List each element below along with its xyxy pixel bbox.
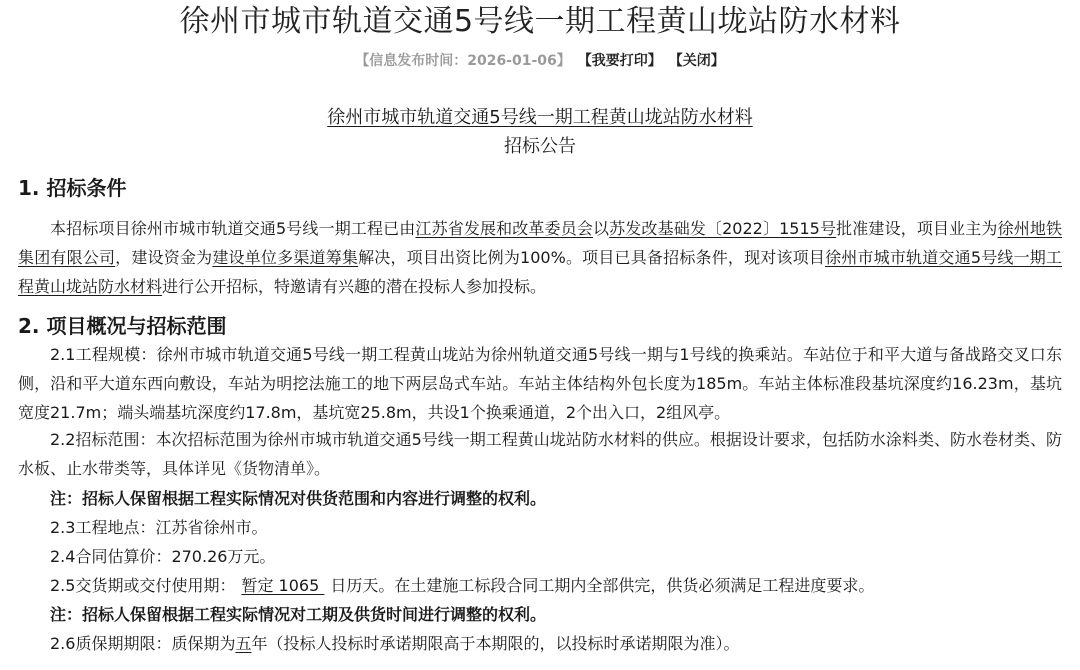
meta-row xyxy=(0,52,1080,70)
approval-number-field: 苏发改基础发〔2022〕1515号 xyxy=(609,219,837,238)
approver-field: 江苏省发展和改革委员会 xyxy=(415,219,593,238)
funding-field: 建设单位多渠道筹集 xyxy=(212,248,359,267)
delivery-days-field: 暂定 1065 xyxy=(241,576,325,595)
warranty-period xyxy=(50,630,739,658)
doc-heading-project: 徐州市城市轨道交通5号线一期工程黄山垅站防水材料 xyxy=(327,107,753,128)
delivery-label: 2.5交货期或交付使用期： xyxy=(50,576,236,595)
project-location: 2.3工程地点：江苏省徐州市。 xyxy=(50,518,268,537)
section-1-heading: 1. 招标条件 xyxy=(18,176,127,200)
p1-text-c: 批准建设，项目业主为 xyxy=(836,219,998,238)
contract-estimate: 2.4合同估算价：270.26万元。 xyxy=(50,547,276,566)
page-title: 徐州市城市轨道交通5号线一期工程黄山垅站防水材料 xyxy=(179,4,901,39)
delivery-text: 日历天。在土建施工标段合同工期内全部供完，供货必须满足工程进度要求。 xyxy=(330,576,875,595)
warranty-label: 2.6质保期期限：质保期为 xyxy=(50,634,236,653)
schedule-note: 注：招标人保留根据工程实际情况对工期及供货时间进行调整的权利。 xyxy=(50,605,547,624)
close-button[interactable]: 【关闭】 xyxy=(675,53,725,69)
project-scale-paragraph: 2.1工程规模：徐州市城市轨道交通5号线一期工程黄山垅站为徐州轨道交通5号线一期与1号线的换乘站。车站位于和平大道与备战路交叉口东侧，沿和平大道东西向敷设，车站为明挖法施工的地下两层岛式车站。车站主体结构外包长度为185m。车站主体标准段基坑深度约16.23m，基坑宽度21.7m；端头端基坑深度约17.8m，基坑宽25.8m，共设1个换乘通道，2个出入口，2组风亭。 xyxy=(18,345,1062,422)
owner-field: 徐州地铁集团有限公司 xyxy=(18,219,1062,267)
project-name-field: 徐州市城市轨道交通5号线一期工程黄山垅站防水材料 xyxy=(18,248,1062,296)
doc-heading-type: 招标公告 xyxy=(504,136,576,157)
p1-text-a: 本招标项目徐州市城市轨道交通5号线一期工程已由 xyxy=(50,219,416,238)
print-button[interactable]: 【我要打印】 xyxy=(584,53,662,69)
warranty-text: 年（投标人投标时承诺期限高于本期限的，以投标时承诺期限为准）。 xyxy=(251,634,740,653)
delivery-period xyxy=(50,572,874,600)
p1-text-f: 进行公开招标，特邀请有兴趣的潜在投标人参加投标。 xyxy=(162,277,547,296)
section-1-paragraph xyxy=(18,214,1062,301)
section-2-heading: 2. 项目概况与招标范围 xyxy=(18,314,227,338)
publish-time: 【信息发布时间：2026-01-06】 xyxy=(355,53,571,69)
p1-text-b: 以 xyxy=(592,219,610,238)
scope-note: 注：招标人保留根据工程实际情况对供货范围和内容进行调整的权利。 xyxy=(50,489,547,508)
warranty-years-field: 五 xyxy=(235,634,252,653)
p1-text-d: ，建设资金为 xyxy=(115,248,213,267)
bidding-scope-paragraph: 2.2招标范围：本次招标范围为徐州市城市轨道交通5号线一期工程黄山垅站防水材料的供应。根据设计要求，包括防水涂料类、防水卷材类、防水板、止水带类等，具体详见《货物清单》。 xyxy=(18,430,1062,478)
p1-text-e: 解决，项目出资比例为100%。项目已具备招标条件，现对该项目 xyxy=(358,248,826,267)
